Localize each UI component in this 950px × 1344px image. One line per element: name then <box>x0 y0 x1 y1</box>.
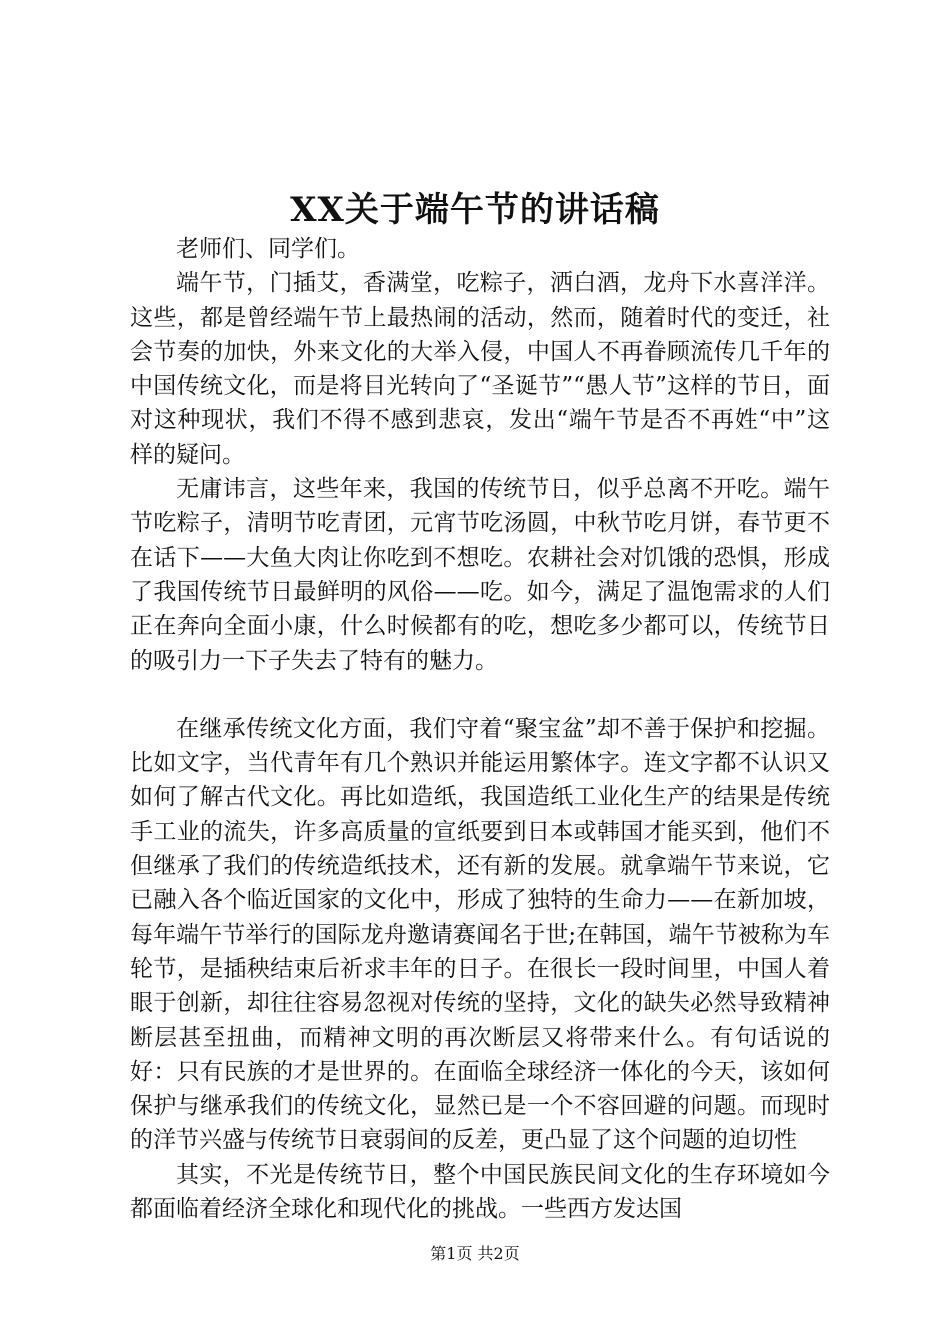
paragraph-salutation: 老师们、同学们。 <box>176 236 360 262</box>
paragraph-1: 端午节，门插艾，香满堂，吃粽子，洒白酒，龙舟下水喜洋洋。这些，都是曾经端午节上最热闹的活动，然而，随着时代的变迁，社会节奏的加快，外来文化的大举入侵，中国人不再眷顾流传几千年的中国传统文化，而是将目光转向了“圣诞节”“愚人节”这样的节日，面对这种现状，我们不得不感到悲哀，发出“端午节是否不再姓“中”这样的疑问。 <box>130 270 830 468</box>
document-body <box>130 232 830 1226</box>
paragraph-2: 无庸讳言，这些年来，我国的传统节日，似乎总离不开吃。端午节吃粽子，清明节吃青团，元宵节吃汤圆，中秋节吃月饼，春节更不在话下——大鱼大肉让你吃到不想吃。农耕社会对饥饿的恐惧，形成了我国传统节日最鲜明的风俗——吃。如今，满足了温饱需求的人们正在奔向全面小康，什么时候都有的吃，想吃多少都可以，传统节日的吸引力一下子失去了特有的魅力。 <box>130 476 830 674</box>
paragraph-4: 其实，不光是传统节日，整个中国民族民间文化的生存环境如今都面临着经济全球化和现代化的挑战。一些西方发达国 <box>130 1161 830 1223</box>
page-footer: 第1页 共2页 <box>430 1244 520 1263</box>
paragraph-3: 在继承传统文化方面，我们守着“聚宝盆”却不善于保护和挖掘。比如文字，当代青年有几个熟识并能运用繁体字。连文字都不认识又如何了解古代文化。再比如造纸，我国造纸工业化生产的结果是传统手工业的流失，许多高质量的宣纸要到日本或韩国才能买到，他们不但继承了我们的传统造纸技术，还有新的发展。就拿端午节来说，它已融入各个临近国家的文化中，形成了独特的生命力——在新加坡，每年端午节举行的国际龙舟邀请赛闻名于世;在韩国，端午节被称为车轮节，是插秧结束后祈求丰年的日子。在很长一段时间里，中国人着眼于创新，却往往容易忽视对传统的坚持，文化的缺失必然导致精神断层甚至扭曲，而精神文明的再次断层又将带来什么。有句话说的好：只有民族的才是世界的。在面临全球经济一体化的今天，该如何保护与继承我们的传统文化，显然已是一个不容回避的问题。而现时的洋节兴盛与传统节日衰弱间的反差，更凸显了这个问题的迫切性 <box>130 715 830 1154</box>
page-title: XX关于端午节的讲话稿 <box>290 190 660 230</box>
